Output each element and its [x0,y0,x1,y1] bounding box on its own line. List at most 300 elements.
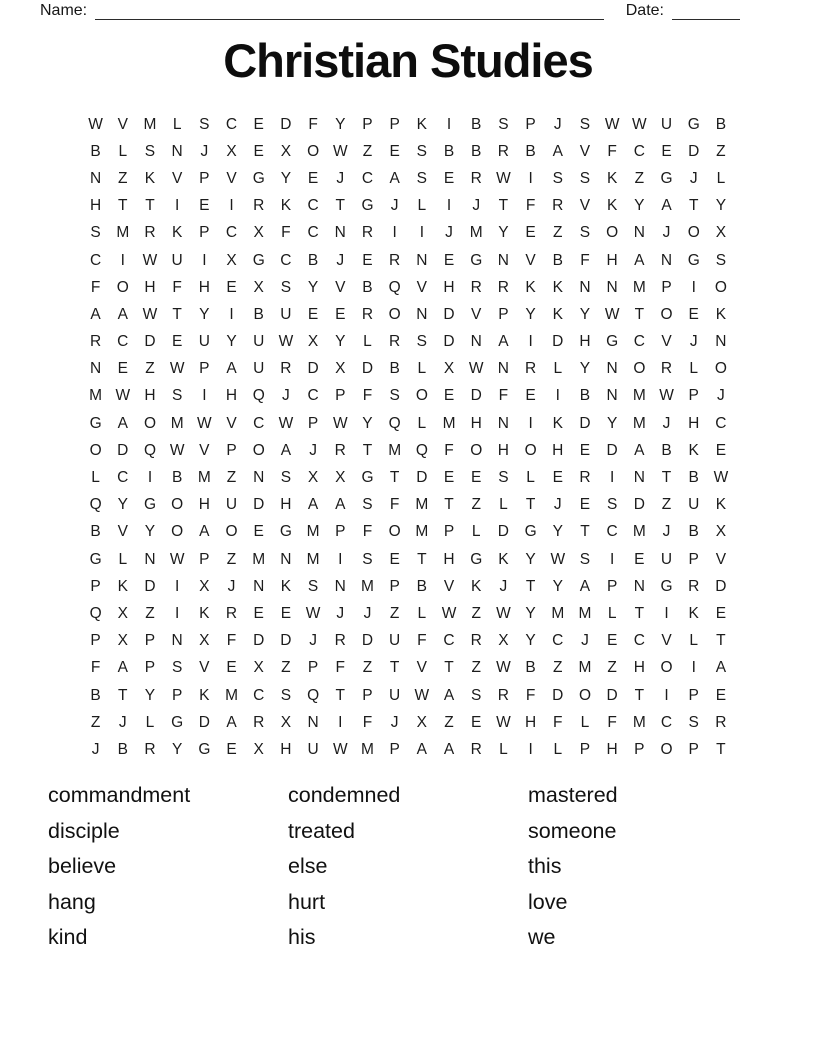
grid-letter: D [198,713,210,731]
grid-letter: Y [634,197,645,215]
grid-letter: H [552,441,564,459]
grid-letter: C [552,632,564,650]
grid-letter: F [90,278,101,296]
grid-letter: E [199,197,210,215]
grid-letter: P [443,523,455,541]
grid-letter: N [633,224,645,242]
grid-letter: X [226,142,237,160]
grid-letter: B [171,469,183,487]
grid-letter: K [715,496,727,514]
grid-letter: T [716,632,726,650]
grid-letter: E [117,360,128,378]
grid-letter: B [471,115,482,133]
grid-letter: X [117,604,128,622]
word-item: kind [48,925,88,950]
grid-letter: H [524,713,537,731]
grid-letter: X [253,224,264,242]
grid-letter: V [226,414,237,432]
grid-letter: R [524,360,537,378]
grid-letter: O [171,523,184,541]
grid-letter: E [280,604,292,622]
grid-letter: H [470,414,482,432]
grid-letter: D [443,305,455,323]
word-column [528,778,768,956]
word-item: treated [288,818,355,843]
grid-letter: U [253,333,265,351]
grid-letter: S [471,686,482,704]
grid-letter: N [497,414,509,432]
grid-letter: E [579,441,591,459]
grid-letter: A [280,441,292,459]
grid-letter: U [660,115,673,133]
grid-letter: W [604,115,620,133]
grid-letter: N [89,360,102,378]
grid-letter: T [118,197,128,215]
grid-letter: X [226,251,237,269]
grid-letter: Y [579,360,591,378]
grid-letter: W [305,604,321,622]
grid-letter: T [118,686,128,704]
grid-letter: K [199,686,210,704]
grid-letter: M [306,550,320,568]
grid-letter: B [90,523,101,541]
grid-letter: I [175,197,180,215]
grid-letter: B [552,251,563,269]
grid-letter: E [715,686,727,704]
grid-letter: D [606,686,618,704]
grid-letter: K [606,169,618,187]
grid-letter: K [552,278,563,296]
grid-letter: E [552,469,563,487]
grid-letter: D [117,441,129,459]
grid-letter: S [579,550,591,568]
grid-letter: C [117,469,129,487]
grid-letter: X [253,740,264,758]
word-item: we [528,925,556,950]
grid-letter: P [606,577,618,595]
grid-letter: A [715,659,727,677]
grid-letter: R [144,224,156,242]
grid-letter: W [496,659,511,677]
grid-letter: V [117,523,128,541]
grid-letter: I [229,197,234,215]
grid-letter: H [144,278,156,296]
grid-letter: P [389,577,400,595]
grid-letter: T [444,659,454,677]
grid-letter: E [307,169,319,187]
grid-letter: H [606,740,618,758]
grid-letter: F [553,713,563,731]
grid-letter: A [199,523,210,541]
grid-letter: B [416,577,428,595]
grid-letter: S [416,333,428,351]
grid-letter: W [659,387,674,405]
grid-letter: A [416,740,428,758]
grid-letter: E [443,387,455,405]
grid-letter: M [578,659,592,677]
grid-letter: K [552,305,563,323]
grid-letter: F [172,278,182,296]
grid-letter: N [660,251,673,269]
grid-letter: C [633,333,645,351]
grid-letter: N [334,577,346,595]
grid-letter: A [552,142,563,160]
grid-letter: I [528,333,533,351]
grid-letter: N [579,278,591,296]
grid-letter: P [688,686,699,704]
grid-letter: L [118,142,128,160]
grid-letter: Z [226,550,237,568]
grid-letter: A [389,169,400,187]
grid-letter: G [252,251,265,269]
grid-letter: G [279,523,292,541]
grid-letter: I [610,469,615,487]
grid-letter: W [414,686,430,704]
grid-letter: X [280,142,292,160]
grid-letter: A [335,496,346,514]
grid-letter: F [525,197,536,215]
grid-letter: W [496,169,511,187]
grid-letter: D [307,360,319,378]
grid-letter: C [715,414,727,432]
grid-letter: P [335,387,346,405]
grid-letter: B [117,740,128,758]
grid-letter: J [662,224,671,242]
grid-letter: M [632,523,646,541]
grid-letter: J [662,523,671,541]
grid-letter: H [198,496,210,514]
grid-letter: S [688,713,699,731]
grid-letter: K [471,577,482,595]
grid-letter: S [416,142,428,160]
grid-letter: P [688,387,699,405]
grid-letter: Q [388,414,401,432]
grid-letter: V [171,169,183,187]
grid-letter: T [716,740,726,758]
grid-letter: R [334,441,346,459]
grid-letter: Z [281,659,291,677]
grid-letter: E [226,659,237,677]
grid-letter: D [144,577,156,595]
grid-letter: D [280,115,292,133]
grid-letter: E [226,278,237,296]
grid-letter: C [253,686,265,704]
grid-letter: N [606,387,618,405]
grid-letter: Y [525,604,536,622]
grid-letter: H [688,414,700,432]
grid-letter: Z [145,604,155,622]
word-item: believe [48,854,117,879]
grid-letter: O [714,360,727,378]
grid-letter: Z [553,224,563,242]
grid-letter: S [715,251,727,269]
grid-letter: Y [226,333,237,351]
grid-letter: T [417,550,427,568]
grid-letter: I [555,387,560,405]
grid-letter: S [552,169,563,187]
grid-letter: Z [145,360,155,378]
grid-letter: M [632,713,646,731]
grid-letter: X [199,632,210,650]
grid-letter: R [497,278,509,296]
grid-letter: K [552,414,563,432]
grid-letter: U [253,360,265,378]
grid-letter: E [579,496,591,514]
grid-letter: I [528,169,533,187]
grid-letter: B [362,278,373,296]
grid-letter: K [525,278,536,296]
grid-letter: A [226,713,237,731]
grid-letter: Y [579,305,591,323]
grid-letter: P [498,305,509,323]
grid-letter: G [687,115,700,133]
grid-letter: D [416,469,428,487]
grid-letter: S [498,469,509,487]
grid-letter: U [389,686,401,704]
grid-letter: A [661,197,672,215]
grid-letter: K [280,577,292,595]
grid-letter: N [606,278,618,296]
grid-letter: J [553,115,562,133]
grid-letter: Z [226,469,237,487]
grid-letter: C [253,414,265,432]
word-list [48,778,768,956]
grid-letter: P [389,740,400,758]
grid-letter: A [90,305,101,323]
grid-letter: F [498,387,509,405]
grid-letter: E [471,469,482,487]
grid-letter: N [144,550,156,568]
grid-letter: S [579,169,591,187]
word-item: disciple [48,818,120,843]
grid-letter: H [89,197,102,215]
grid-letter: N [715,333,727,351]
grid-letter: L [172,115,182,133]
grid-letter: V [416,278,428,296]
grid-letter: C [443,632,455,650]
grid-letter: E [307,305,319,323]
grid-letter: P [307,414,319,432]
grid-letter: O [116,278,129,296]
grid-letter: D [579,414,591,432]
grid-letter: M [632,387,646,405]
grid-letter: X [307,333,319,351]
grid-letter: A [498,333,509,351]
grid-letter: T [335,686,346,704]
grid-letter: U [280,305,292,323]
grid-letter: Y [715,197,727,215]
grid-letter: A [307,496,319,514]
grid-letter: W [278,414,294,432]
grid-letter: B [688,523,699,541]
grid-letter: E [443,169,455,187]
grid-letter: N [253,577,265,595]
grid-letter: B [688,469,699,487]
grid-letter: U [389,632,401,650]
grid-letter: X [117,632,128,650]
grid-letter: C [225,115,238,133]
grid-letter: E [443,251,455,269]
grid-letter: K [688,604,699,622]
grid-letter: Y [498,224,509,242]
grid-letter: X [335,360,346,378]
grid-letter: B [307,251,319,269]
grid-letter: R [497,686,509,704]
grid-letter: T [688,197,699,215]
grid-letter: W [550,550,566,568]
grid-letter: F [607,713,617,731]
grid-letter: O [606,224,619,242]
grid-letter: G [524,523,537,541]
grid-letter: Y [525,632,536,650]
grid-letter: E [661,142,672,160]
grid-letter: C [117,333,129,351]
grid-letter: J [336,251,345,269]
grid-letter: Y [144,523,156,541]
grid-letter: L [417,197,427,215]
grid-letter: U [307,740,319,758]
grid-letter: Y [117,496,128,514]
grid-letter: O [388,523,401,541]
grid-letter: W [468,360,484,378]
grid-letter: P [171,686,183,704]
grid-letter: H [280,496,292,514]
grid-letter: V [661,632,672,650]
grid-letter: B [471,142,482,160]
grid-letter: J [445,224,453,242]
grid-letter: G [171,713,184,731]
grid-letter: F [90,659,101,677]
grid-letter: O [143,414,156,432]
grid-letter: P [144,659,156,677]
grid-letter: Y [525,550,536,568]
grid-letter: L [471,523,481,541]
grid-letter: W [496,713,511,731]
grid-letter: E [471,713,482,731]
grid-letter: L [716,169,726,187]
grid-letter: V [471,305,482,323]
grid-letter: V [199,659,210,677]
grid-letter: O [660,740,673,758]
grid-letter: C [633,142,645,160]
grid-letter: W [197,414,212,432]
grid-letter: I [664,604,669,622]
grid-letter: F [525,686,536,704]
grid-letter: N [171,142,183,160]
grid-letter: E [253,604,264,622]
grid-letter: U [225,496,238,514]
grid-letter: Z [553,659,563,677]
grid-letter: I [610,550,615,568]
grid-letter: T [525,496,536,514]
name-label: Name: [40,2,88,19]
grid-letter: M [469,224,483,242]
grid-letter: M [197,469,211,487]
grid-letter: A [117,305,128,323]
grid-letter: T [580,523,590,541]
grid-letter: S [280,278,292,296]
word-item: love [528,889,568,914]
grid-letter: M [632,414,646,432]
grid-letter: P [688,740,699,758]
grid-letter: T [444,496,454,514]
grid-letter: F [308,115,318,133]
grid-letter: O [687,224,700,242]
grid-letter: R [225,604,238,622]
grid-letter: C [361,169,374,187]
grid-letter: W [169,550,185,568]
grid-letter: O [714,278,727,296]
grid-letter: M [361,740,374,758]
grid-letter: F [362,523,373,541]
grid-letter: Y [335,333,346,351]
grid-letter: D [144,333,156,351]
grid-letter: R [470,169,482,187]
grid-letter: T [525,577,536,595]
letter-grid [82,111,735,764]
grid-letter: Y [525,305,536,323]
grid-letter: R [253,713,265,731]
grid-letter: A [579,577,591,595]
grid-letter: V [715,550,727,568]
grid-letter: W [713,469,729,487]
grid-letter: B [525,142,536,160]
grid-letter: P [90,632,101,650]
grid-letter: E [443,469,455,487]
grid-letter: R [389,251,401,269]
grid-letter: H [497,441,509,459]
grid-letter: I [528,740,533,758]
grid-letter: D [715,577,727,595]
grid-letter: B [389,360,400,378]
grid-letter: F [580,251,590,269]
grid-letter: N [497,360,509,378]
grid-letter: S [307,577,319,595]
grid-letter: J [282,387,290,405]
grid-letter: Q [143,441,156,459]
grid-letter: Q [415,441,428,459]
grid-letter: P [199,169,210,187]
grid-letter: F [389,496,400,514]
word-column [288,778,528,956]
grid-letter: B [443,142,455,160]
grid-letter: X [307,469,319,487]
grid-letter: O [252,441,265,459]
grid-letter: I [338,713,343,731]
grid-letter: W [332,142,348,160]
grid-letter: K [117,577,128,595]
grid-letter: V [579,142,591,160]
grid-letter: B [90,686,101,704]
grid-letter: K [144,169,156,187]
grid-letter: Y [606,414,618,432]
grid-letter: Q [307,686,320,704]
grid-letter: L [91,469,100,487]
grid-letter: P [199,360,210,378]
grid-letter: I [691,278,696,296]
page-title: Christian Studies [223,34,593,87]
grid-letter: C [633,632,645,650]
grid-letter: T [498,197,509,215]
grid-letter: J [363,604,372,622]
grid-letter: P [144,632,156,650]
grid-letter: G [89,550,102,568]
grid-letter: Y [171,740,183,758]
grid-letter: R [361,305,374,323]
grid-letter: W [88,115,103,133]
header [40,2,740,20]
grid-letter: S [90,224,101,242]
